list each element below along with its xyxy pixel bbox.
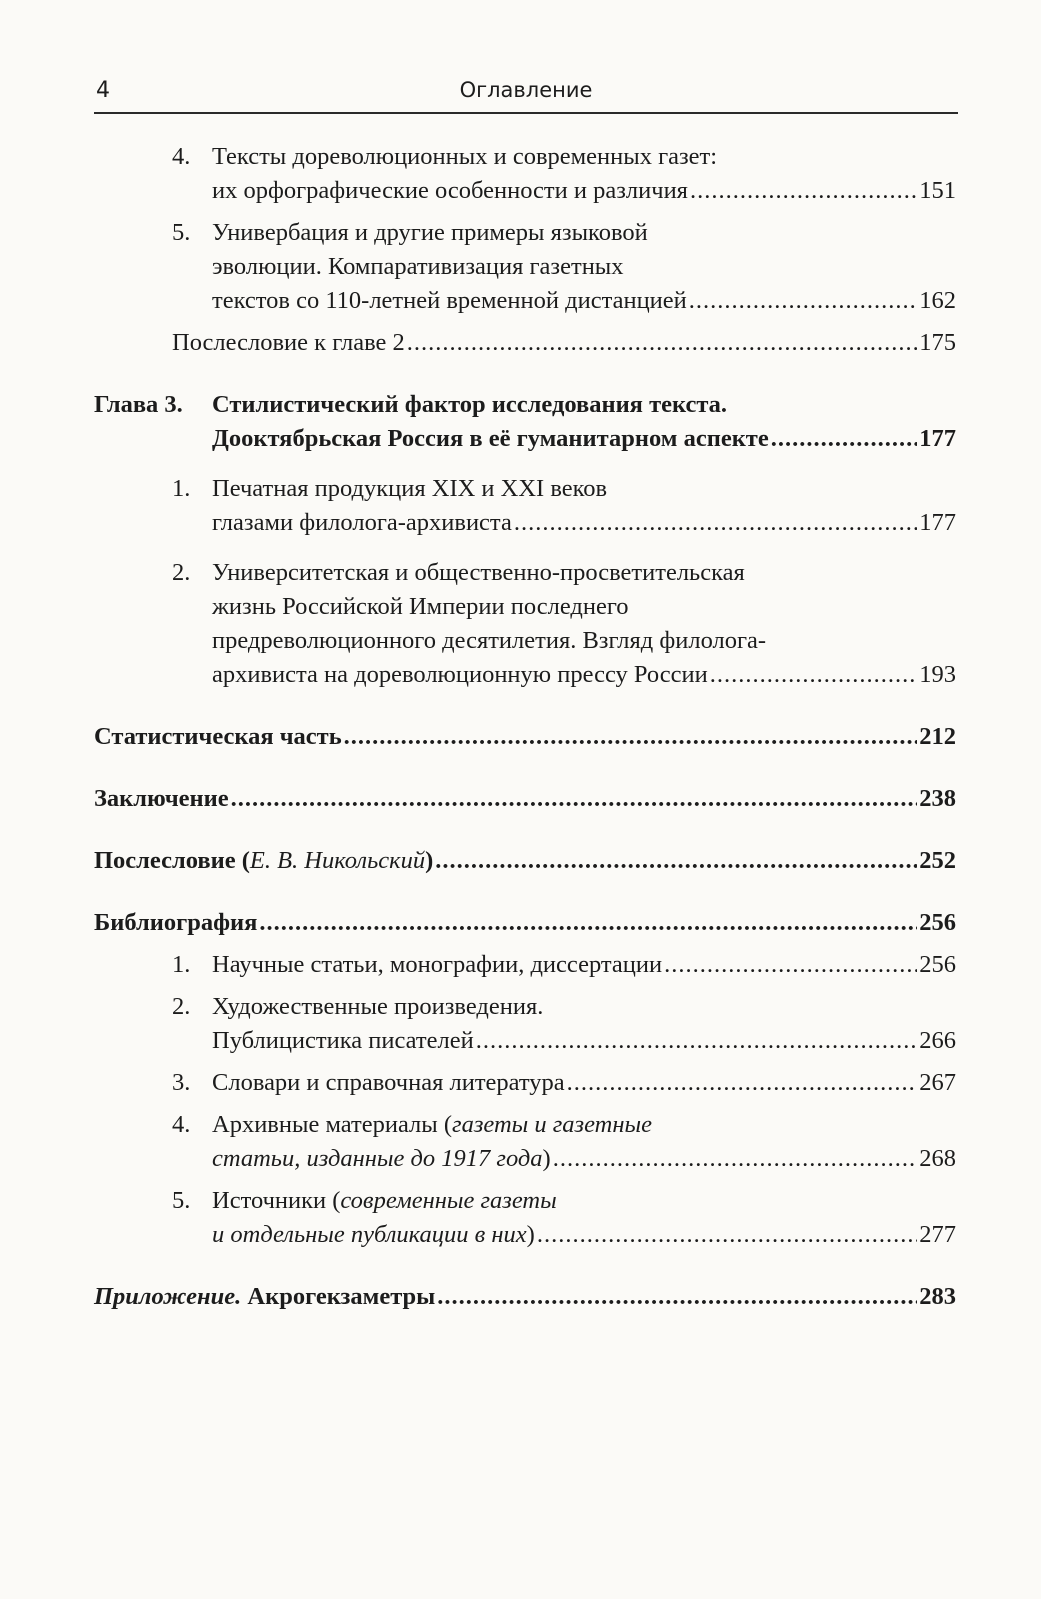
toc-entry-title-line: Дооктябрьская Россия в её гуманитарном аспекте — [212, 425, 769, 452]
toc-entry[interactable] — [94, 326, 956, 360]
toc-page-number: 193 — [919, 661, 956, 688]
toc-entry-title-line: эволюции. Компаративизация газетных — [212, 253, 624, 280]
toc-page-number: 256 — [919, 951, 956, 978]
toc-entry-title-line: Печатная продукция XIX и XXI веков — [212, 475, 608, 502]
toc-entry-title-text: ) — [526, 1221, 535, 1248]
toc-entry-title-line: Универбация и другие примеры языковой — [212, 219, 648, 246]
leader-dots — [259, 906, 917, 940]
toc-entry-title-line: Тексты дореволюционных и современных газет: — [212, 143, 718, 170]
toc-page-number: 238 — [919, 785, 956, 812]
toc-entry-title-italic: газеты и газетные — [452, 1111, 652, 1138]
toc-chapter-entry[interactable] — [94, 388, 956, 456]
toc-entry-number: 5. — [172, 219, 191, 246]
toc-entry-title-italic: статьи, изданные до 1917 года — [212, 1145, 543, 1172]
chapter-label: Глава 3. — [94, 391, 183, 418]
toc-entry-title-line — [212, 1142, 551, 1176]
toc-entry-title: Заключение — [94, 785, 229, 812]
toc-entry[interactable] — [94, 1108, 956, 1176]
toc-entry[interactable] — [94, 1184, 956, 1252]
leader-dots — [514, 506, 917, 540]
toc-section-entry[interactable] — [94, 782, 956, 816]
toc-entry[interactable] — [94, 556, 956, 692]
toc-entry-title-italic: и отдельные публикации в них — [212, 1221, 527, 1248]
toc-entry-title-line — [212, 1184, 956, 1218]
leader-dots — [231, 782, 918, 816]
toc-page-number: 162 — [919, 287, 956, 314]
toc-page-number: 267 — [919, 1069, 956, 1096]
running-title: Оглавление — [459, 78, 593, 102]
toc-entry-title-italic: современные газеты — [340, 1187, 557, 1214]
toc-page-number: 177 — [919, 425, 956, 452]
page-header — [94, 78, 958, 114]
toc-entry-title-line: их орфографические особенности и различия — [212, 177, 688, 204]
toc-entry-title-text: Акрогекзаметры — [241, 1283, 436, 1310]
toc-page-number: 268 — [919, 1145, 956, 1172]
toc-entry-number: 5. — [172, 1187, 191, 1214]
toc-entry-number: 4. — [172, 1111, 191, 1138]
toc-entry-number: 2. — [172, 559, 191, 586]
toc-entry-title: Статистическая часть — [94, 723, 342, 750]
leader-dots — [476, 1024, 918, 1058]
leader-dots — [344, 720, 918, 754]
toc-entry-title-line: жизнь Российской Империи последнего — [212, 593, 629, 620]
toc-entry[interactable] — [94, 1066, 956, 1100]
leader-dots — [407, 326, 917, 360]
toc-page-number: 283 — [919, 1283, 956, 1310]
toc-entry-title-line: Публицистика писателей — [212, 1027, 474, 1054]
toc-section-entry[interactable] — [94, 844, 956, 878]
leader-dots — [664, 948, 917, 982]
leader-dots — [553, 1142, 918, 1176]
toc-entry-title-text: ) — [425, 847, 434, 874]
toc-page-number: 252 — [919, 847, 956, 874]
toc-entry-number: 3. — [172, 1069, 191, 1096]
toc-page-number: 256 — [919, 909, 956, 936]
toc-entry[interactable] — [94, 140, 956, 208]
toc-entry-title-text: Источники ( — [212, 1187, 341, 1214]
leader-dots — [567, 1066, 918, 1100]
leader-dots — [537, 1218, 917, 1252]
leader-dots — [437, 1280, 917, 1314]
leader-dots — [435, 844, 917, 878]
toc-entry-title: Библиография — [94, 909, 258, 936]
toc-entry-title-line: архивиста на дореволюционную прессу России — [212, 661, 708, 688]
toc-entry-number: 2. — [172, 993, 191, 1020]
toc-entry-title-text: Архивные материалы ( — [212, 1111, 453, 1138]
toc-page-number: 175 — [919, 329, 956, 356]
toc-entry-number: 1. — [172, 951, 191, 978]
toc-page-number: 277 — [919, 1221, 956, 1248]
toc-entry-number: 4. — [172, 143, 191, 170]
leader-dots — [771, 422, 918, 456]
toc-entry[interactable] — [94, 216, 956, 318]
toc-appendix-entry[interactable] — [94, 1280, 956, 1314]
toc-entry-title-line: глазами филолога-архивиста — [212, 509, 512, 536]
author-name: Е. В. Никольский — [249, 847, 426, 874]
toc-entry-title: Словари и справочная литература — [212, 1069, 565, 1096]
leader-dots — [690, 174, 917, 208]
toc-entry-title-line: Стилистический фактор исследования текста. — [212, 391, 728, 418]
toc-entry-number: 1. — [172, 475, 191, 502]
toc-entry-title-line: текстов со 110-летней временной дистанцией — [212, 287, 687, 314]
toc-entry-title — [94, 844, 433, 878]
toc-entry-title: Послесловие к главе 2 — [172, 329, 405, 356]
toc-entry-title — [94, 1280, 435, 1314]
toc-page-number: 266 — [919, 1027, 956, 1054]
toc-entry-title-line: Университетская и общественно-просветительская — [212, 559, 745, 586]
toc-page-number: 177 — [919, 509, 956, 536]
toc-entry-title-line — [212, 1218, 535, 1252]
table-of-contents — [94, 140, 956, 1314]
toc-entry[interactable] — [94, 472, 956, 540]
toc-section-entry[interactable] — [94, 906, 956, 940]
toc-entry[interactable] — [94, 990, 956, 1058]
toc-entry-title-text: Послесловие ( — [94, 847, 250, 874]
toc-page-number: 151 — [919, 177, 956, 204]
toc-entry-title: Научные статьи, монографии, диссертации — [212, 951, 663, 978]
toc-entry[interactable] — [94, 948, 956, 982]
toc-entry-title-line — [212, 1108, 956, 1142]
toc-entry-title-text: ) — [542, 1145, 551, 1172]
toc-page-number: 212 — [919, 723, 956, 750]
page-number: 4 — [96, 78, 110, 103]
appendix-label: Приложение. — [94, 1283, 242, 1310]
leader-dots — [710, 658, 918, 692]
toc-section-entry[interactable] — [94, 720, 956, 754]
leader-dots — [689, 284, 917, 318]
toc-entry-title-line: предреволюционного десятилетия. Взгляд филолога- — [212, 627, 767, 654]
toc-entry-title-line: Художественные произведения. — [212, 993, 544, 1020]
